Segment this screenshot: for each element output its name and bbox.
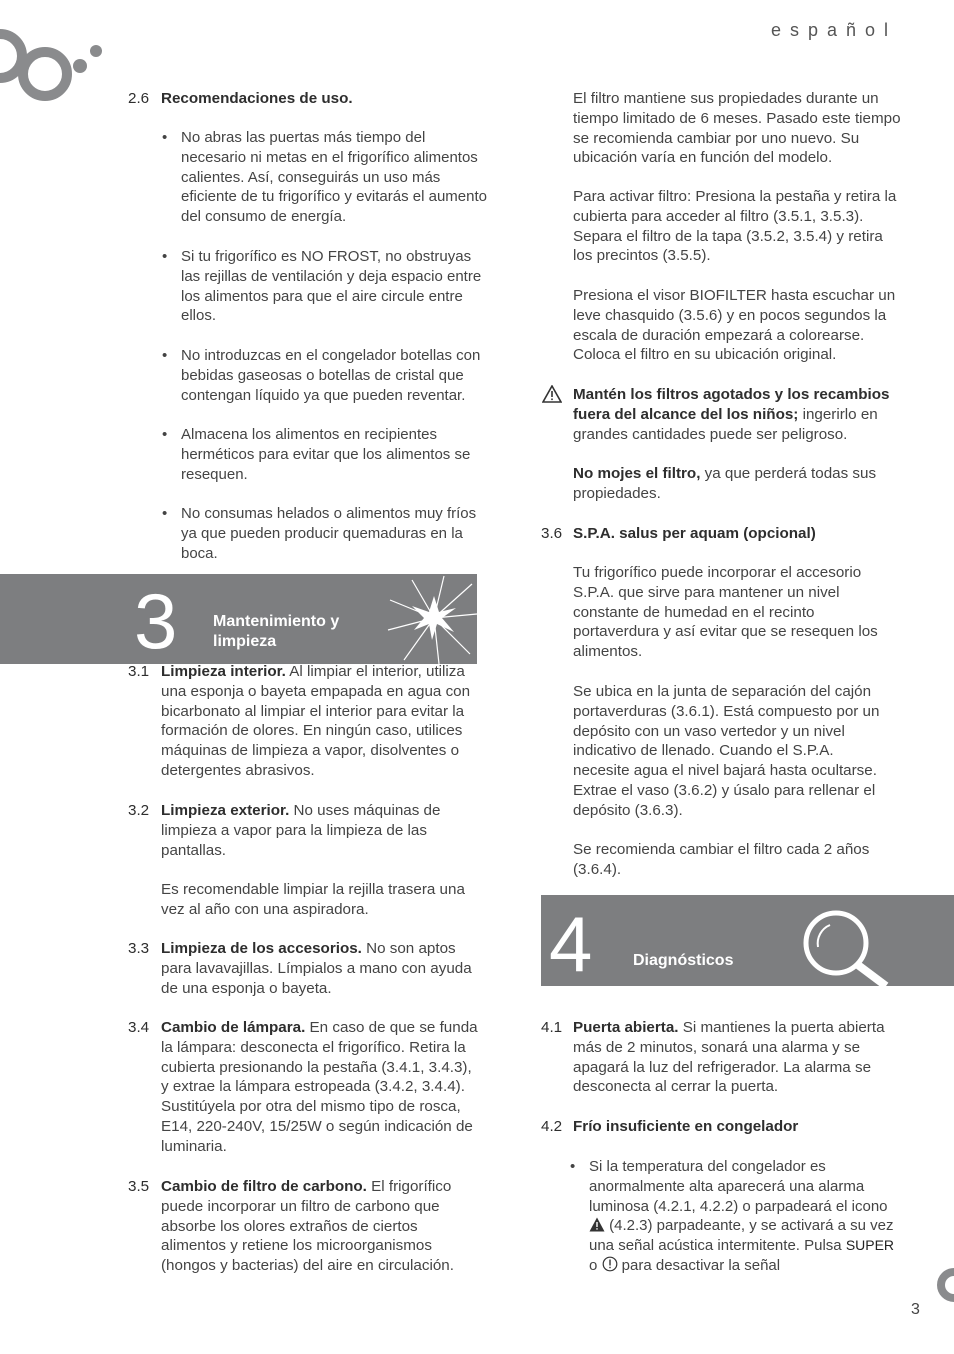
list-item-text: Si la temperatura del congelador es anormalmente alta aparecerá una alarma luminosa (4.2.1, 4.2.2) o parpadeará el icono bbox=[589, 1158, 888, 1215]
section-paragraph bbox=[161, 801, 461, 860]
chapter-title: Diagnósticos bbox=[633, 952, 734, 969]
paragraph bbox=[573, 464, 903, 504]
section-text: No son aptos para lavavajillas. Límpialos a mano con ayuda de una esponja o bayeta. bbox=[161, 940, 472, 997]
section-paragraph bbox=[161, 1018, 479, 1157]
section-number: 3.3 bbox=[128, 940, 150, 957]
alarm-off-icon bbox=[602, 1256, 618, 1272]
ring-decoration-icon bbox=[920, 1265, 954, 1305]
paragraph: Para activar filtro: Presiona la pestaña y retira la cubierta para acceder al filtro (3.5.1, 3.5.3). Separa el filtro de la tapa (3.5.2, 3.5.4) y retira los precintos (3.5.5). bbox=[573, 188, 897, 265]
paragraph: Se recomienda cambiar el filtro cada 2 años (3.6.4). bbox=[573, 841, 870, 878]
paragraph: Presiona el visor BIOFILTER hasta escuchar un leve chasquido (3.5.6) y en pocos segundos la escala de duración empezará a colorearse. Coloca el filtro en su ubicación original. bbox=[573, 287, 896, 364]
section-number: 4.2 bbox=[541, 1118, 563, 1135]
section-number: 3.1 bbox=[128, 663, 150, 680]
section-paragraph bbox=[161, 662, 486, 781]
warning-lead: Mantén los filtros agotados y los recambios fuera del alcance del los niños; bbox=[573, 386, 890, 423]
section-number: 3.4 bbox=[128, 1019, 150, 1036]
note-text: ya que perderá todas sus propiedades. bbox=[573, 465, 877, 502]
warning-icon bbox=[542, 385, 562, 403]
brand-logo-icon bbox=[0, 20, 110, 110]
section-lead: Limpieza interior. bbox=[161, 663, 286, 680]
section-title: S.P.A. salus per aquam (opcional) bbox=[573, 525, 816, 542]
chapter-banner bbox=[541, 895, 954, 986]
section-number: 3.6 bbox=[541, 525, 563, 542]
section-text: No uses máquinas de limpieza a vapor para la limpieza de las pantallas. bbox=[161, 802, 441, 859]
section-text: El frigorífico puede incorporar un filtro de carbono que absorbe los olores extraños de ciertos alimentos y retiene los microorganismos (hongos y bacterias) del aire en circulación. bbox=[161, 1178, 454, 1275]
section-lead: Limpieza de los accesorios. bbox=[161, 940, 362, 957]
warning-paragraph bbox=[573, 385, 908, 444]
paragraph: El filtro mantiene sus propiedades durante un tiempo limitado de 6 meses. Pasado este tiempo se recomienda cambiar por uno nuevo. Su ubicación varía en función del modelo. bbox=[573, 90, 901, 167]
magnifier-icon bbox=[796, 895, 896, 986]
section-lead: Cambio de filtro de carbono. bbox=[161, 1178, 367, 1195]
section-number: 2.6 bbox=[128, 90, 150, 107]
section-lead: Puerta abierta. bbox=[573, 1019, 679, 1036]
chapter-banner bbox=[0, 574, 477, 664]
section-number: 3.2 bbox=[128, 802, 150, 819]
note-lead: No mojes el filtro, bbox=[573, 465, 701, 482]
section-text: En caso de que se funda la lámpara: desconecta el frigorífico. Retira la cubierta presionando la pestaña (3.4.1, 3.4.3), y extrae la lámpara estropeada (3.4.2, 3.4.4). Sustitúyela por otra del mismo tipo de rosca, E14, 220-240V, 15/25W o según indicación de luminaria. bbox=[161, 1019, 478, 1155]
section-lead: Cambio de lámpara. bbox=[161, 1019, 306, 1036]
list-item: • No consumas helados o alimentos muy fríos ya que pueden producir quemaduras en la boca. bbox=[181, 504, 481, 563]
chapter-number: 3 bbox=[134, 577, 178, 665]
paragraph: Se ubica en la junta de separación del cajón portaverduras (3.6.1). Está compuesto por un depósito con un vaso vertedor y un nivel indicativo de llenado. Cuando el S.P.A. necesite agua el nivel bajará hasta ocultarse. Extrae el vaso (3.6.2) y úsalo para rellenar el depósito (3.6.3). bbox=[573, 683, 880, 819]
section-number: 3.5 bbox=[128, 1178, 150, 1195]
section-lead: Limpieza exterior. bbox=[161, 802, 290, 819]
list-item: • No abras las puertas más tiempo del necesario ni metas en el frigorífico alimentos calientes. Así, conseguirás un uso más eficiente de tu frigorífico y evitarás el aumento del consumo de energía. bbox=[181, 128, 491, 227]
chapter-number: 4 bbox=[549, 900, 593, 988]
section-text: Al limpiar el interior, utiliza una esponja o bayeta empapada en agua con bicarbonato al limpiar el interior para evitar la formación de olores. En ningún caso, utilices máquinas de limpieza a vapor, disolventes o detergentes abrasivos. bbox=[161, 663, 471, 779]
list-item: • Si tu frigorífico es NO FROST, no obstruyas las rejillas de ventilación y deja espacio entre los alimentos para que el aire circule entre ellos. bbox=[181, 247, 486, 326]
section-paragraph bbox=[161, 939, 486, 998]
section-title: Recomendaciones de uso. bbox=[161, 90, 353, 107]
list-item: • No introduzcas en el congelador botellas con bebidas gaseosas o botellas de cristal que contengan líquido ya que pueden reventar. bbox=[181, 346, 481, 405]
section-text: Si mantienes la puerta abierta más de 2 minutos, sonará una alarma y se apagará la luz del refrigerador. La alarma se desconecta al cerrar la puerta. bbox=[573, 1019, 885, 1096]
warning-icon bbox=[589, 1217, 605, 1232]
super-button-label: SUPER bbox=[845, 1237, 895, 1254]
chapter-title: Mantenimiento y limpieza bbox=[213, 613, 340, 650]
section-number: 4.1 bbox=[541, 1019, 563, 1036]
page-number: 3 bbox=[911, 1301, 920, 1318]
list-item-text: (4.2.3) parpadeante, y se activará a su vez una señal acústica intermitente. Pulsa bbox=[589, 1217, 894, 1255]
section-title: Frío insuficiente en congelador bbox=[573, 1118, 799, 1135]
paragraph: Tu frigorífico puede incorporar el accesorio S.P.A. que sirve para mantener un nivel constante de humedad en el recinto portaverdura y así evitar que se resequen los alimentos. bbox=[573, 564, 878, 661]
list-item bbox=[589, 1157, 899, 1276]
warning-text: ingerirlo en grandes cantidades puede ser peligroso. bbox=[573, 405, 878, 443]
list-item: • Almacena los alimentos en recipientes herméticos para evitar que los alimentos se resequen. bbox=[181, 425, 486, 484]
list-item-text: para desactivar la señal bbox=[617, 1256, 781, 1274]
sparkle-icon bbox=[384, 574, 477, 664]
language-label: e s p a ñ o l bbox=[770, 20, 890, 40]
section-paragraph bbox=[573, 1018, 895, 1097]
section-paragraph bbox=[161, 1177, 473, 1276]
section-paragraph: Es recomendable limpiar la rejilla trasera una vez al año con una aspiradora. bbox=[161, 881, 465, 918]
list-item-text: o bbox=[589, 1256, 602, 1274]
